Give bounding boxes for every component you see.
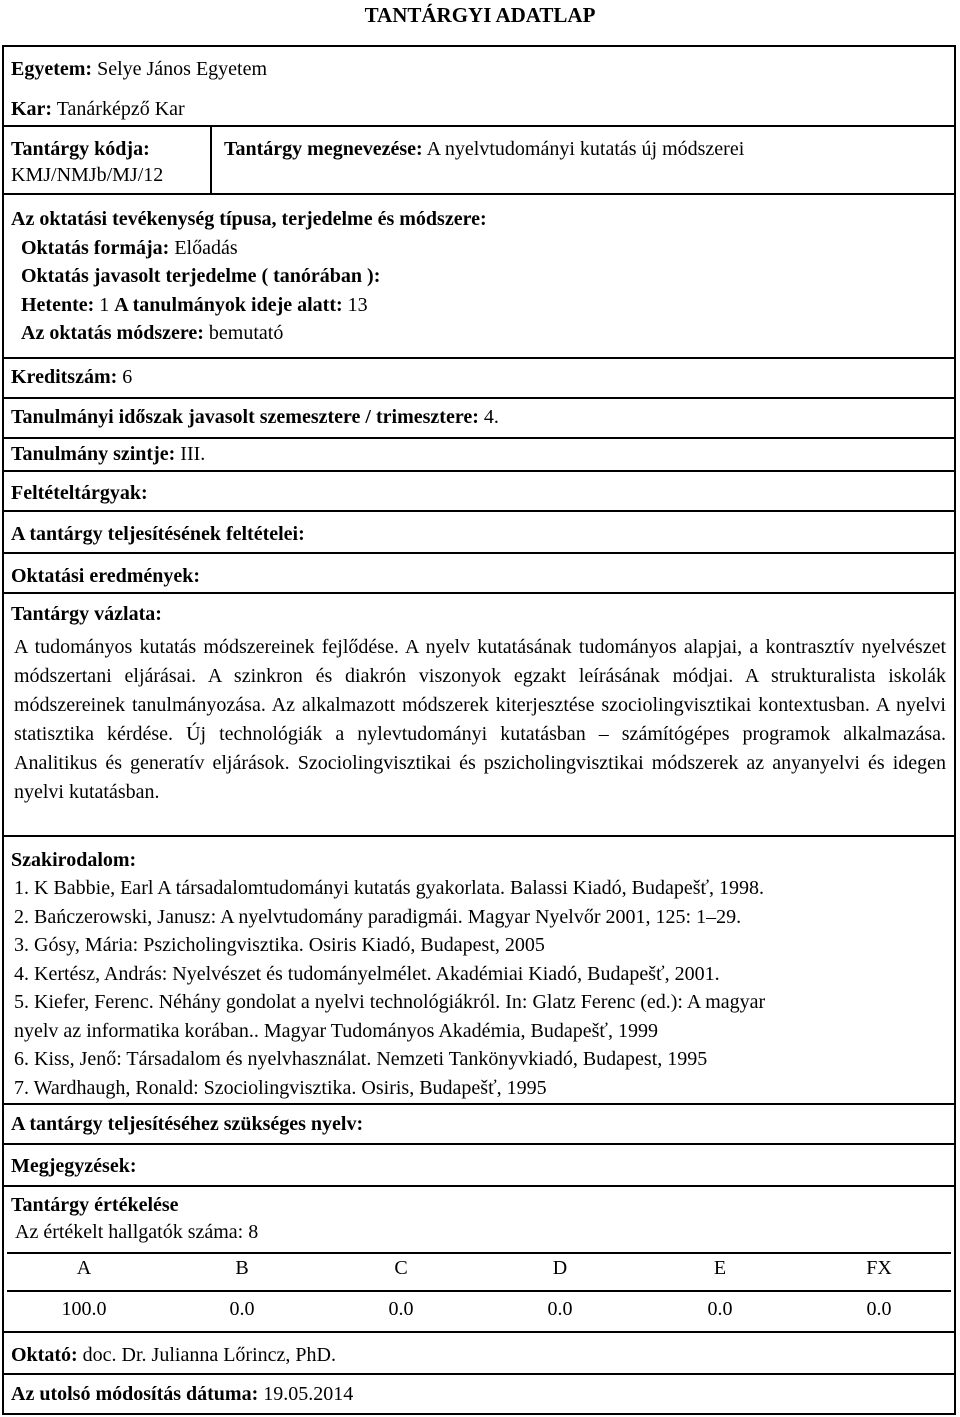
level-row: [2, 437, 956, 470]
outcomes-row: [2, 552, 956, 592]
grade-value: 100.0: [61, 1298, 107, 1320]
notes-row: [2, 1143, 956, 1185]
literature-label: Szakirodalom:: [11, 849, 137, 871]
divider: [7, 1252, 951, 1254]
grade-value: 0.0: [707, 1298, 733, 1320]
grade-value: 0.0: [547, 1298, 573, 1320]
university-value: Selye János Egyetem: [97, 58, 268, 80]
literature-item: 6. Kiss, Jenő: Társadalom és nyelvhasználat. Nemzeti Tankönyvkiadó, Budapest, 1995: [14, 1048, 708, 1070]
teaching-form-value: Előadás: [174, 236, 238, 259]
course-datasheet: [2, 45, 958, 1415]
language-row: [2, 1103, 956, 1143]
course-code-row: [2, 125, 956, 193]
literature-row: [2, 835, 956, 1103]
method-label: Az oktatás módszere:: [21, 322, 204, 344]
teaching-hours: [11, 291, 947, 320]
teaching-heading: Az oktatási tevékenység típusa, terjedelme és módszere:: [11, 208, 487, 230]
evaluated-count: Az értékelt hallgatók száma: 8: [15, 1221, 259, 1243]
teaching-row: [2, 193, 956, 357]
semester-label: Tanulmányi időszak javasolt szemesztere / trimesztere:: [11, 406, 479, 428]
page-title: TANTÁRGYI ADATLAP: [364, 3, 596, 27]
faculty-label: Kar:: [11, 98, 53, 120]
university-faculty-row: [2, 45, 956, 125]
teacher-label: Oktató:: [11, 1344, 78, 1366]
university-line: [11, 55, 947, 83]
course-name-value: A nyelvtudományi kutatás új módszerei: [426, 138, 745, 160]
course-name-label: Tantárgy megnevezése:: [224, 138, 423, 160]
teaching-form-label: Oktatás formája:: [21, 236, 170, 259]
literature-item: 3. Gósy, Mária: Pszicholingvisztika. Osiris Kiadó, Budapest, 2005: [14, 934, 545, 956]
teaching-extent-label: Oktatás javasolt terjedelme ( tanórában ):: [21, 265, 381, 287]
outline-row: [2, 592, 956, 835]
level-value: III.: [180, 443, 206, 465]
faculty-value: Tanárképző Kar: [56, 98, 185, 120]
completion-label: A tantárgy teljesítésének feltételei:: [11, 523, 305, 545]
course-code-label: Tantárgy kódja:: [11, 138, 150, 160]
divider: [7, 1290, 951, 1292]
grade-value: 0.0: [229, 1298, 255, 1320]
language-label: A tantárgy teljesítéséhez szükséges nyelv:: [11, 1113, 364, 1135]
grade-label: D: [552, 1257, 568, 1279]
modified-row: [2, 1373, 956, 1415]
grade-label: E: [713, 1257, 727, 1279]
faculty-line: [11, 95, 947, 123]
course-code-cell: [4, 127, 212, 193]
course-code-value: KMJ/NMJb/MJ/12: [11, 164, 164, 186]
literature-item: 1. K Babbie, Earl A társadalomtudományi kutatás gyakorlata. Balassi Kiadó, Budapešť, 1998.: [14, 877, 765, 899]
grade-value: 0.0: [388, 1298, 414, 1320]
evaluation-label: Tantárgy értékelése: [11, 1194, 179, 1216]
evaluation-row: [2, 1185, 956, 1331]
outline-text: A tudományos kutatás módszereinek fejlődése. A nyelv kutatásának tudományos alapjai, a kontrasztív nyelvészet módszertani eljárásai. A szinkron és diakrón viszonyok egzakt leírásának módjai. A strukturalista iskolák módszereinek tanulmányozása. Az alkalmazott módszerek kiterjesztése szociolingvisztikai kontextusban. A nyelvi statisztika kérdése. Új technológiák a nylevtudományi kutatásban – számítógépes programok alkalmazása. Analitikus és generatív eljárások. Szociolingvisztikai és pszicholingvisztikai módszerek az anyanyelvi és idegen nyelvi kutatásban.: [14, 636, 946, 803]
literature-item: 4. Kertész, András: Nyelvészet és tudományelmélet. Akadémiai Kiadó, Budapešť, 2001.: [14, 962, 720, 985]
literature-item: 2. Bańczerowski, Janusz: A nyelvtudomány paradigmái. Magyar Nyelvőr 2001, 125: 1–29.: [14, 905, 742, 928]
grade-label: B: [235, 1257, 249, 1279]
modified-value: 19.05.2014: [263, 1383, 354, 1405]
grade-label: A: [76, 1257, 92, 1279]
university-label: Egyetem:: [11, 58, 93, 80]
modified-label: Az utolsó módosítás dátuma:: [11, 1383, 259, 1405]
grade-value: 0.0: [866, 1298, 892, 1320]
notes-label: Megjegyzések:: [11, 1155, 137, 1177]
credits-row: [2, 357, 956, 397]
level-label: Tanulmány szintje:: [11, 443, 176, 465]
method-value: bemutató: [208, 322, 284, 344]
weekly-value: 1: [99, 293, 110, 316]
credits-label: Kreditszám:: [11, 366, 118, 388]
weekly-label: Hetente:: [21, 293, 95, 316]
total-value: 13: [347, 293, 368, 316]
teacher-row: [2, 1331, 956, 1373]
teacher-value: doc. Dr. Julianna Lőrincz, PhD.: [82, 1344, 336, 1366]
teaching-method: [11, 319, 947, 348]
prerequisites-row: [2, 470, 956, 510]
grade-label: C: [394, 1257, 408, 1279]
literature-item: 5. Kiefer, Ferenc. Néhány gondolat a nyelvi technológiákról. In: Glatz Ferenc (ed.): A magyar: [14, 991, 766, 1013]
outcomes-label: Oktatási eredmények:: [11, 565, 201, 587]
grade-label: FX: [866, 1257, 892, 1279]
credits-value: 6: [122, 366, 133, 388]
teaching-form: [11, 234, 947, 263]
prerequisites-label: Feltételtárgyak:: [11, 482, 148, 504]
semester-value: 4.: [483, 406, 499, 428]
completion-row: [2, 510, 956, 552]
course-name-cell: [224, 136, 744, 162]
total-label: A tanulmányok ideje alatt:: [114, 293, 343, 316]
outline-label: Tantárgy vázlata:: [11, 603, 162, 625]
literature-item: nyelv az informatika korában.. Magyar Tudományos Akadémia, Budapešť, 1999: [14, 1019, 658, 1042]
semester-row: [2, 397, 956, 437]
literature-item: 7. Wardhaugh, Ronald: Szociolingvisztika. Osiris, Budapešť, 1995: [14, 1076, 547, 1099]
